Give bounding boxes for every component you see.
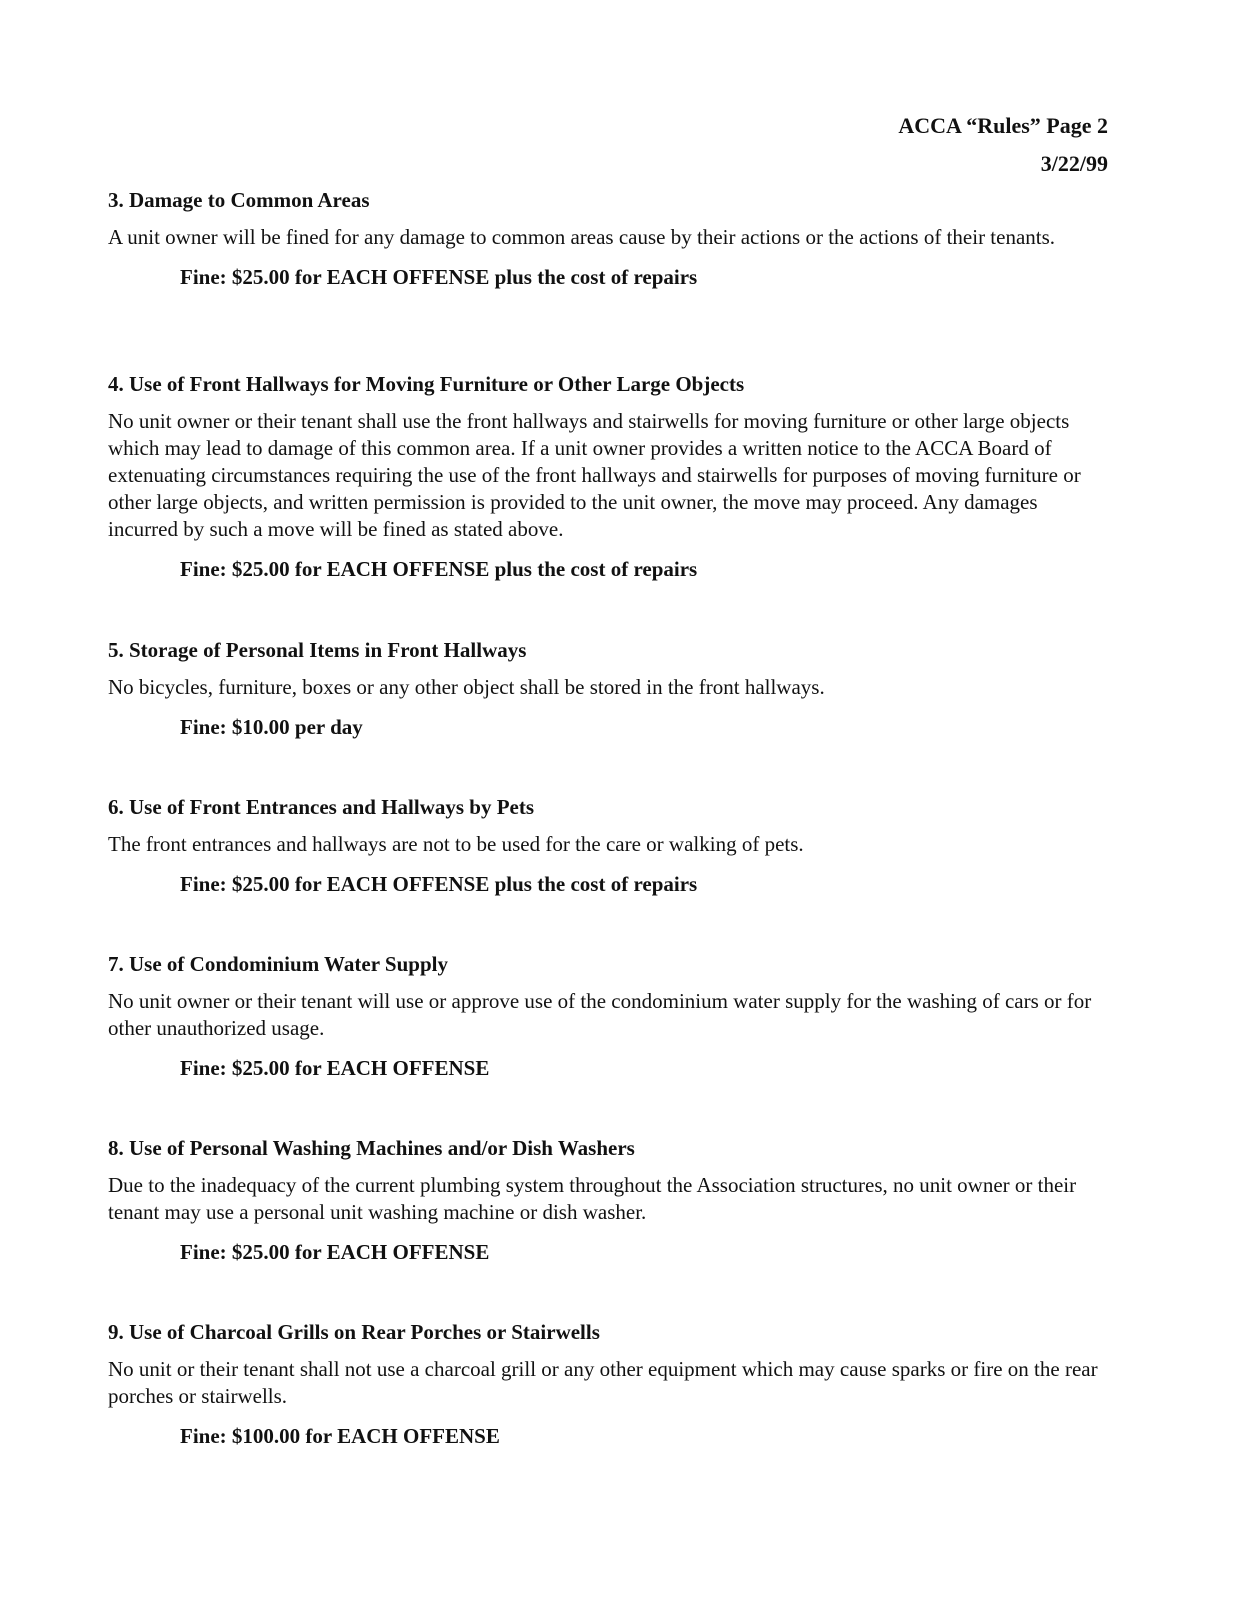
rule-fine: Fine: $25.00 for EACH OFFENSE	[180, 1056, 490, 1080]
rule-section	[108, 950, 1108, 1082]
rule-body: No unit or their tenant shall not use a charcoal grill or any other equipment which may cause sparks or fire on the rear porches or stairwells.	[108, 1357, 1098, 1408]
rule-fine: Fine: $100.00 for EACH OFFENSE	[180, 1424, 500, 1448]
rule-title: 5. Storage of Personal Items in Front Hallways	[108, 638, 527, 662]
rule-title: 6. Use of Front Entrances and Hallways by Pets	[108, 795, 535, 819]
rule-section	[108, 186, 1108, 291]
rule-title: 3. Damage to Common Areas	[108, 188, 370, 212]
rule-fine: Fine: $25.00 for EACH OFFENSE	[180, 1240, 490, 1264]
rule-title: 7. Use of Condominium Water Supply	[108, 952, 448, 976]
header-title: ACCA “Rules” Page 2	[898, 113, 1108, 138]
rule-fine: Fine: $10.00 per day	[180, 715, 363, 739]
rule-fine: Fine: $25.00 for EACH OFFENSE plus the cost of repairs	[180, 557, 698, 581]
rule-body: A unit owner will be fined for any damage to common areas cause by their actions or the actions of their tenants.	[108, 225, 1056, 249]
rule-section	[108, 370, 1108, 583]
rule-section	[108, 793, 1108, 898]
rule-title: 4. Use of Front Hallways for Moving Furniture or Other Large Objects	[108, 372, 745, 396]
header-date: 3/22/99	[1040, 151, 1108, 176]
rule-body: No bicycles, furniture, boxes or any other object shall be stored in the front hallways.	[108, 675, 825, 699]
rule-section	[108, 1134, 1108, 1266]
rule-fine: Fine: $25.00 for EACH OFFENSE plus the cost of repairs	[180, 872, 698, 896]
rule-section	[108, 1318, 1108, 1450]
rule-body: No unit owner or their tenant will use or approve use of the condominium water supply for the washing of cars or for other unauthorized usage.	[108, 989, 1092, 1040]
rule-body: The front entrances and hallways are not to be used for the care or walking of pets.	[108, 832, 804, 856]
rule-title: 8. Use of Personal Washing Machines and/or Dish Washers	[108, 1136, 635, 1160]
rule-fine: Fine: $25.00 for EACH OFFENSE plus the cost of repairs	[180, 265, 698, 289]
rule-body: No unit owner or their tenant shall use the front hallways and stairwells for moving furniture or other large objects which may lead to damage of this common area. If a unit owner provides a written notice to the ACCA Board of extenuating circumstances requiring the use of the front hallways and stairwells for purposes of moving furniture or other large objects, and written permission is provided to the unit owner, the move may proceed. Any damages incurred by such a move will be fined as stated above.	[108, 409, 1081, 541]
document-page	[108, 0, 1108, 1600]
rule-section	[108, 636, 1108, 741]
rule-body: Due to the inadequacy of the current plumbing system throughout the Association structures, no unit owner or their tenant may use a personal unit washing machine or dish washer.	[108, 1173, 1077, 1224]
page-header	[898, 107, 1108, 183]
rule-title: 9. Use of Charcoal Grills on Rear Porches or Stairwells	[108, 1320, 600, 1344]
